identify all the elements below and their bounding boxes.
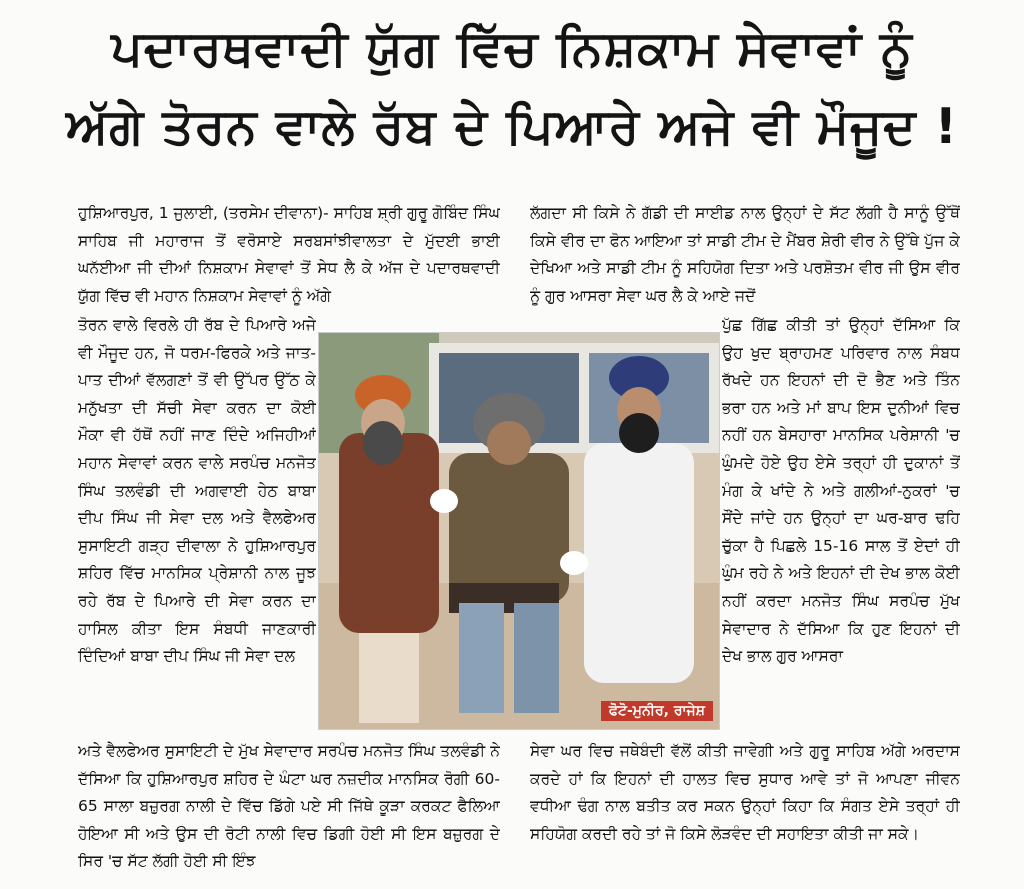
photo-caption: ਫੋਟੋ-ਮੁਨੀਰ, ਰਾਜੇਸ਼ [601, 701, 713, 721]
article-column-right-top [530, 200, 960, 312]
headline-line-2: ਅੱਗੇ ਤੋਰਨ ਵਾਲੇ ਰੱਬ ਦੇ ਪਿਆਰੇ ਅਜੇ ਵੀ ਮੌਜੂਦ ! [65, 98, 958, 155]
headline [20, 10, 1004, 166]
article-column-right-bottom [530, 738, 960, 886]
article-column-right-middle [722, 312, 960, 732]
paragraph: ਪੁੱਛ ਗਿੱਛ ਕੀਤੀ ਤਾਂ ਉਨ੍ਹਾਂ ਦੱਸਿਆ ਕਿ ਉਹ ਖੁਦ ਬ੍ਰਾਹਮਣ ਪਰਿਵਾਰ ਨਾਲ ਸੰਬਧ ਰੱਖਦੇ ਹਨ ਇਹਨਾਂ ਦੀ ਦੋ ਭੈਣ ਅਤੇ ਤਿੰਨ ਭਰਾ ਹਨ ਅਤੇ ਮਾਂ ਬਾਪ ਇਸ ਦੁਨੀਆਂ ਵਿਚ ਨਹੀਂ ਹਨ ਬੇਸਹਾਰਾ ਮਾਨਸਿਕ ਪਰੇਸ਼ਾਨੀ 'ਚ ਘੁੰਮਦੇ ਹੋਏ ਉਹ ਏਸੇ ਤਰ੍ਹਾਂ ਹੀ ਦੁਕਾਨਾਂ ਤੋਂ ਮੰਗ ਕੇ ਖਾਂਦੇ ਨੇ ਅਤੇ ਗਲੀਆਂ-ਨੁਕਰਾਂ 'ਚ ਸੌਂਦੇ ਜਾਂਦੇ ਹਨ ਉਨ੍ਹਾਂ ਦਾ ਘਰ-ਬਾਰ ਢਹਿ ਚੁੱਕਾ ਹੈ ਪਿਛਲੇ 15-16 ਸਾਲ ਤੋਂ ਏਦਾਂ ਹੀ ਘੁੰਮ ਰਹੇ ਨੇ ਅਤੇ ਇਹਨਾਂ ਦੀ ਦੇਖ ਭਾਲ ਕੋਈ ਨਹੀਂ ਕਰਦਾ ਮਨਜੋਤ ਸਿੰਘ ਸਰਪੰਚ ਮੁੱਖ ਸੇਵਾਦਾਰ ਨੇ ਦੱਸਿਆ ਕਿ ਹੁਣ ਇਹਨਾਂ ਦੀ ਦੇਖ ਭਾਲ ਗੁਰ ਆਸਰਾ [722, 316, 960, 666]
article-column-left-middle [78, 312, 316, 732]
article-column-left-top [78, 200, 500, 312]
paragraph: ਹੁਸ਼ਿਆਰਪੁਰ, 1 ਜੁਲਾਈ, (ਤਰਸੇਮ ਦੀਵਾਨਾ)- ਸਾਹਿਬ ਸ਼੍ਰੀ ਗੁਰੂ ਗੋਬਿੰਦ ਸਿੰਘ ਸਾਹਿਬ ਜੀ ਮਹਾਰਾਜ ਤੋਂ ਵਰੋਸਾਏ ਸਰਬਸਾਂਝੀਵਾਲਤਾ ਦੇ ਮੁੱਦਈ ਭਾਈ ਘਨੱਈਆ ਜੀ ਦੀਆਂ ਨਿਸ਼ਕਾਮ ਸੇਵਾਵਾਂ ਤੋਂ ਸੇਧ ਲੈ ਕੇ ਅੱਜ ਦੇ ਪਦਾਰਥਵਾਦੀ ਯੁੱਗ ਵਿੱਚ ਵੀ ਮਹਾਨ ਨਿਸ਼ਕਾਮ ਸੇਵਾਵਾਂ ਨੂੰ ਅੱਗੇ [78, 204, 500, 305]
paragraph: ਸੇਵਾ ਘਰ ਵਿਚ ਜਥੇਬੰਦੀ ਵੱਲੋਂ ਕੀਤੀ ਜਾਵੇਗੀ ਅਤੇ ਗੁਰੂ ਸਾਹਿਬ ਅੱਗੇ ਅਰਦਾਸ ਕਰਦੇ ਹਾਂ ਕਿ ਇਹਨਾਂ ਦੀ ਹਾਲਤ ਵਿਚ ਸੁਧਾਰ ਆਵੇ ਤਾਂ ਜੋ ਆਪਣਾ ਜੀਵਨ ਵਧੀਆ ਢੰਗ ਨਾਲ ਬਤੀਤ ਕਰ ਸਕਨ ਉਨ੍ਹਾਂ ਕਿਹਾ ਕਿ ਸੰਗਤ ਏਸੇ ਤਰ੍ਹਾਂ ਹੀ ਸਹਿਯੋਗ ਕਰਦੀ ਰਹੇ ਤਾਂ ਜੋ ਕਿਸੇ ਲੋੜਵੰਦ ਦੀ ਸਹਾਇਤਾ ਕੀਤੀ ਜਾ ਸਕੇ। [530, 742, 960, 843]
photo-illustration [319, 333, 719, 729]
paragraph: ਅਤੇ ਵੈਲਫੇਅਰ ਸੁਸਾਇਟੀ ਦੇ ਮੁੱਖ ਸੇਵਾਦਾਰ ਸਰਪੰਚ ਮਨਜੋਤ ਸਿੰਘ ਤਲਵੰਡੀ ਨੇ ਦੱਸਿਆ ਕਿ ਹੁਸ਼ਿਆਰਪੁਰ ਸ਼ਹਿਰ ਦੇ ਘੰਟਾ ਘਰ ਨਜ਼ਦੀਕ ਮਾਨਸਿਕ ਰੋਗੀ 60-65 ਸਾਲਾ ਬਜ਼ੁਰਗ ਨਾਲੀ ਦੇ ਵਿੱਚ ਡਿੱਗੇ ਪਏ ਸੀ ਜਿੱਥੇ ਕੂੜਾ ਕਰਕਟ ਫੈਲਿਆ ਹੋਇਆ ਸੀ ਅਤੇ ਉਸ ਦੀ ਰੋਟੀ ਨਾਲੀ ਵਿਚ ਡਿਗੀ ਹੋਈ ਸੀ ਇਸ ਬਜ਼ੁਰਗ ਦੇ ਸਿਰ 'ਚ ਸੱਟ ਲੱਗੀ ਹੋਈ ਸੀ ਇੰਝ [78, 742, 500, 871]
paragraph: ਲੱਗਦਾ ਸੀ ਕਿਸੇ ਨੇ ਗੱਡੀ ਦੀ ਸਾਈਡ ਨਾਲ ਉਨ੍ਹਾਂ ਦੇ ਸੱਟ ਲੱਗੀ ਹੈ ਸਾਨੂੰ ਉੱਥੋਂ ਕਿਸੇ ਵੀਰ ਦਾ ਫੋਨ ਆਇਆ ਤਾਂ ਸਾਡੀ ਟੀਮ ਦੇ ਮੈਂਬਰ ਸ਼ੇਰੀ ਵੀਰ ਨੇ ਉੱਥੇ ਪੁੱਜ ਕੇ ਦੇਖਿਆ ਅਤੇ ਸਾਡੀ ਟੀਮ ਨੂੰ ਸਹਿਯੋਗ ਦਿਤਾ ਅਤੇ ਪਰਸ਼ੋਤਮ ਵੀਰ ਜੀ ਉਸ ਵੀਰ ਨੂੰ ਗੁਰ ਆਸਰਾ ਸੇਵਾ ਘਰ ਲੈ ਕੇ ਆਏ ਜਦੋਂ [530, 204, 960, 305]
headline-line-1: ਪਦਾਰਥਵਾਦੀ ਯੁੱਗ ਵਿੱਚ ਨਿਸ਼ਕਾਮ ਸੇਵਾਵਾਂ ਨੂੰ [111, 20, 913, 77]
news-photo [318, 332, 720, 730]
paragraph: ਤੋਰਨ ਵਾਲੇ ਵਿਰਲੇ ਹੀ ਰੱਬ ਦੇ ਪਿਆਰੇ ਅਜੇ ਵੀ ਮੌਜੂਦ ਹਨ, ਜੋ ਧਰਮ-ਫਿਰਕੇ ਅਤੇ ਜਾਤ-ਪਾਤ ਦੀਆਂ ਵੱਲਗਣਾਂ ਤੋਂ ਵੀ ਉੱਪਰ ਉੱਠ ਕੇ ਮਨੁੱਖਤਾ ਦੀ ਸੱਚੀ ਸੇਵਾ ਕਰਨ ਦਾ ਕੋਈ ਮੌਕਾ ਵੀ ਹੱਥੋਂ ਨਹੀਂ ਜਾਣ ਦਿੰਦੇ ਅਜਿਹੀਆਂ ਮਹਾਨ ਸੇਵਾਵਾਂ ਕਰਨ ਵਾਲੇ ਸਰਪੰਚ ਮਨਜੋਤ ਸਿੰਘ ਤਲਵੰਡੀ ਦੀ ਅਗਵਾਈ ਹੇਠ ਬਾਬਾ ਦੀਪ ਸਿੰਘ ਜੀ ਸੇਵਾ ਦਲ ਅਤੇ ਵੈਲਫੇਅਰ ਸੁਸਾਇਟੀ ਗੜ੍ਹ ਦੀਵਾਲਾ ਨੇ ਹੁਸ਼ਿਆਰਪੁਰ ਸ਼ਹਿਰ ਵਿੱਚ ਮਾਨਸਿਕ ਪ੍ਰੇਸ਼ਾਨੀ ਨਾਲ ਜੂਝ ਰਹੇ ਰੱਬ ਦੇ ਪਿਆਰੇ ਦੀ ਸੇਵਾ ਕਰਨ ਦਾ ਹਾਸਿਲ ਕੀਤਾ ਇਸ ਸੰਬਧੀ ਜਾਣਕਾਰੀ ਦਿੰਦਿਆਂ ਬਾਬਾ ਦੀਪ ਸਿੰਘ ਜੀ ਸੇਵਾ ਦਲ [78, 316, 316, 666]
article-column-left-bottom [78, 738, 500, 886]
